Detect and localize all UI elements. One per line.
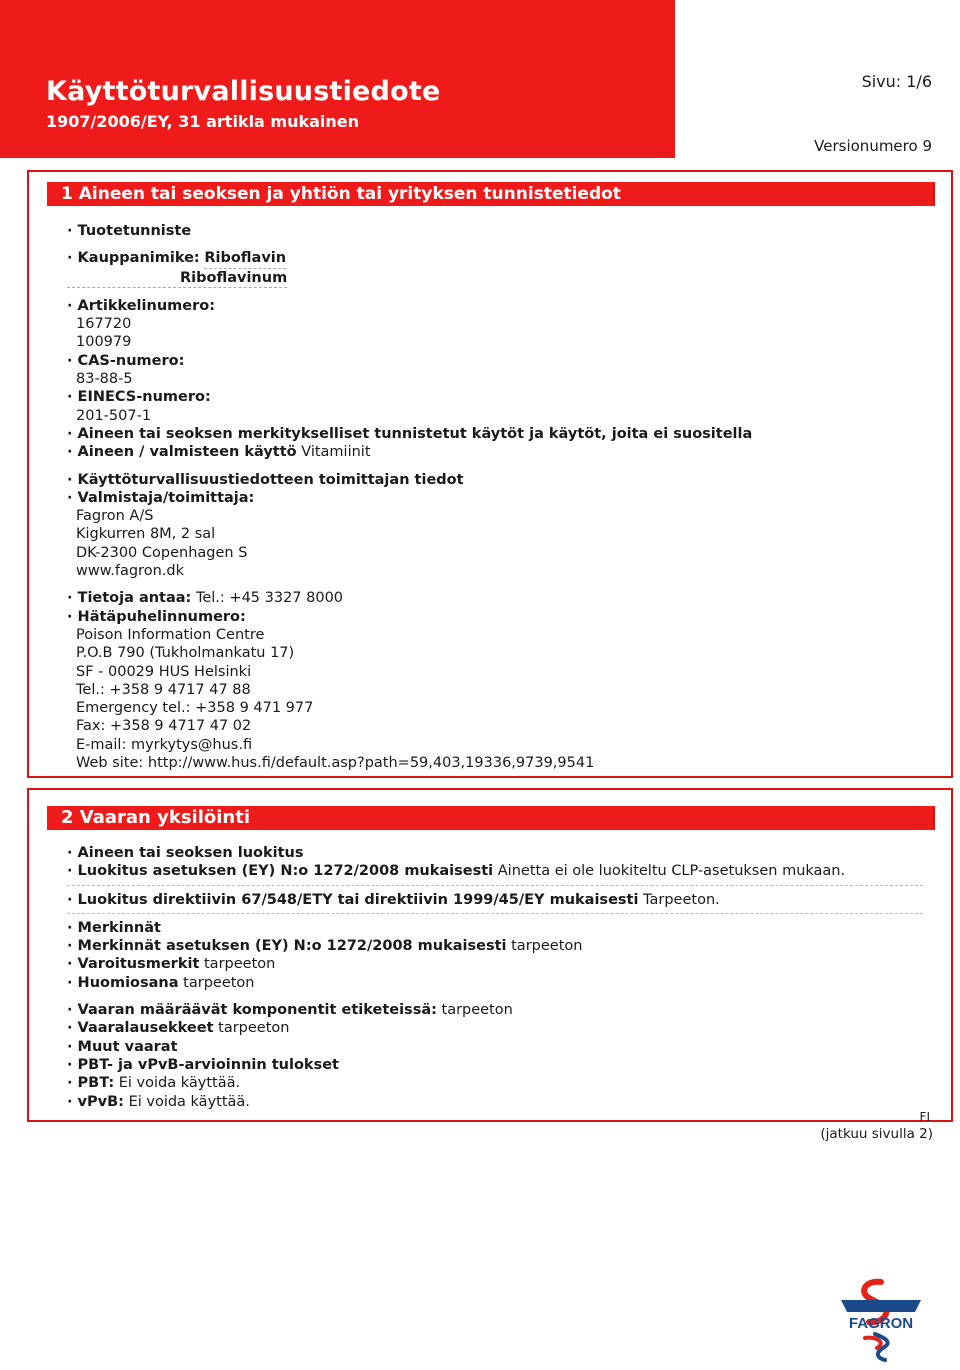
continued-note: (jatkuu sivulla 2) [820, 1126, 933, 1142]
section-1-box [27, 170, 953, 778]
use-label: · Aineen / valmisteen käyttö [67, 444, 297, 461]
signal-word-value: tarpeeton [183, 974, 255, 991]
article-number-label: · Artikkelinumero: [67, 297, 216, 314]
manufacturer-street: Kigkurren 8M, 2 sal [76, 526, 216, 543]
use-value: Vitamiinit [301, 444, 371, 461]
header-meta [688, 72, 932, 156]
labels-label: · Merkinnät [67, 919, 161, 936]
emergency-line: P.O.B 790 (Tukholmankatu 17) [76, 645, 295, 662]
version-number: Versionumero 9 [814, 137, 932, 155]
print-date: Painatuspäivämäärä 20.06.2011 [688, 99, 932, 117]
cas-label: · CAS-numero: [67, 352, 185, 369]
other-hazards-label: · Muut vaarat [67, 1038, 178, 1055]
language-code: FI [919, 1110, 930, 1124]
directive-label: · Luokitus direktiivin 67/548/ETY tai direktiivin 1999/45/EY mukaisesti [67, 891, 639, 908]
manufacturer-label: · Valmistaja/toimittaja: [67, 489, 255, 506]
pbt-heading: · PBT- ja vPvB-arvioinnin tulokset [67, 1056, 339, 1073]
emergency-email: E-mail: myrkytys@hus.fi [76, 736, 253, 753]
fagron-logo [835, 1276, 927, 1364]
clp-value: Ainetta ei ole luokiteltu CLP-asetuksen mukaan. [497, 863, 846, 880]
page-number: Sivu: 1/6 [861, 72, 932, 91]
trade-name-label: · Kauppanimike: [67, 250, 200, 267]
trade-name-2: Riboflavinum [67, 269, 287, 288]
emergency-line: Emergency tel.: +358 9 471 977 [76, 700, 314, 717]
logo-text: FAGRON [848, 1315, 914, 1332]
einecs-value: 201-507-1 [76, 407, 152, 424]
divider [67, 913, 923, 914]
pbt-label: · PBT: [67, 1075, 115, 1092]
info-value: Tel.: +45 3327 8000 [195, 590, 344, 607]
section-2-heading: 2 Vaaran yksilöinti [47, 806, 935, 830]
revision-date: Tarkistus: 20.06.2011 [770, 118, 932, 136]
document-subtitle: 1907/2006/EY, 31 artikla mukainen [46, 112, 360, 131]
section-2-box [27, 788, 953, 1122]
supplier-heading: · Käyttöturvallisuustiedotteen toimittajan tiedot [67, 471, 464, 488]
emergency-website: Web site: http://www.hus.fi/default.asp?path=59,403,19336,9739,9541 [76, 755, 595, 772]
document-title: Käyttöturvallisuustiedote [46, 76, 441, 107]
hazard-components-value: tarpeeton [441, 1002, 513, 1019]
manufacturer-website: www.fagron.dk [76, 563, 184, 580]
signal-word-label: · Huomiosana [67, 974, 179, 991]
vpvb-value: Ei voida käyttää. [128, 1093, 250, 1110]
emergency-label: · Hätäpuhelinnumero: [67, 608, 246, 625]
pictograms-value: tarpeeton [204, 956, 276, 973]
info-label: · Tietoja antaa: [67, 590, 192, 607]
emergency-line: Fax: +358 9 4717 47 02 [76, 718, 252, 735]
section-1-content [67, 222, 927, 772]
emergency-line: Poison Information Centre [76, 626, 265, 643]
uses-heading: · Aineen tai seoksen merkitykselliset tunnistetut käytöt ja käytöt, joita ei suositella [67, 425, 753, 442]
product-identifier-label: · Tuotetunniste [67, 223, 192, 239]
pbt-value: Ei voida käyttää. [118, 1075, 241, 1092]
cas-value: 83-88-5 [76, 371, 133, 388]
divider [67, 885, 923, 886]
labels-reg-label: · Merkinnät asetuksen (EY) N:o 1272/2008 mukaisesti [67, 938, 507, 955]
manufacturer-city: DK-2300 Copenhagen S [76, 544, 248, 561]
article-number-2: 100979 [76, 334, 132, 351]
section-2-content [67, 844, 927, 1111]
emergency-line: Tel.: +358 9 4717 47 88 [76, 681, 251, 698]
directive-value: Tarpeeton. [643, 891, 720, 908]
labels-reg-value: tarpeeton [511, 938, 583, 955]
hazard-statements-label: · Vaaralausekkeet [67, 1020, 214, 1037]
trade-name-1: Riboflavin [204, 249, 286, 268]
hazard-components-label: · Vaaran määräävät komponentit etiketeissä: [67, 1002, 437, 1019]
vpvb-label: · vPvB: [67, 1093, 124, 1110]
manufacturer-name: Fagron A/S [76, 508, 154, 525]
einecs-label: · EINECS-numero: [67, 389, 211, 406]
section-1-heading: 1 Aineen tai seoksen ja yhtiön tai yrityksen tunnistetiedot [47, 182, 935, 206]
pictograms-label: · Varoitusmerkit [67, 956, 200, 973]
classification-label: · Aineen tai seoksen luokitus [67, 845, 304, 861]
clp-label: · Luokitus asetuksen (EY) N:o 1272/2008 mukaisesti [67, 863, 494, 880]
emergency-line: SF - 00029 HUS Helsinki [76, 663, 252, 680]
article-number-1: 167720 [76, 316, 132, 333]
hazard-statements-value: tarpeeton [218, 1020, 290, 1037]
